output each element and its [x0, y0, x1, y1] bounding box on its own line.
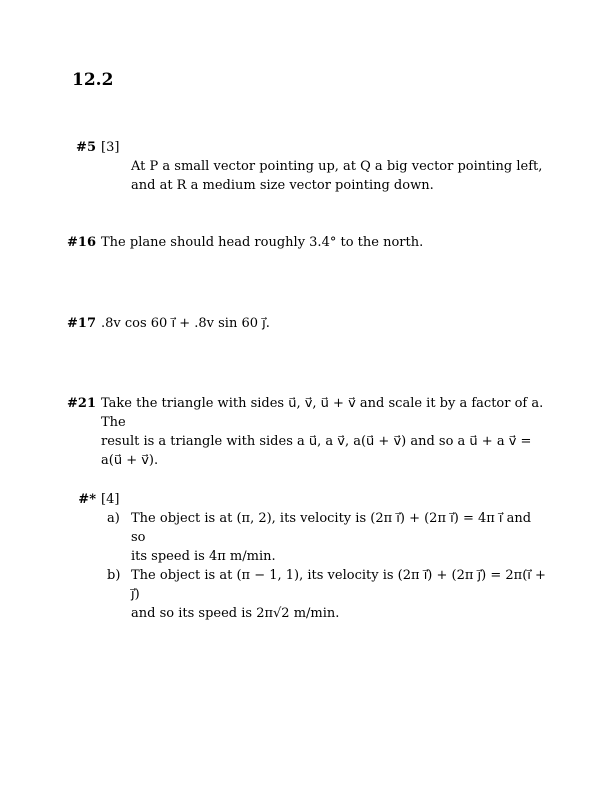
part-b [107, 566, 546, 623]
section-title: 12.2 [72, 70, 114, 90]
problem-number: #5 [76, 140, 96, 155]
part-line: The object is at (π − 1, 1), its velocity is (2π i⃗) + (2π j⃗) = 2π(i⃗ + j⃗) [131, 568, 546, 602]
problem-21 [56, 394, 546, 470]
part-line: and so its speed is 2π√2 m/min. [131, 606, 340, 621]
problem-17 [56, 314, 546, 333]
problem-line: Take the triangle with sides u⃗, v⃗, u⃗ + v⃗ and scale it by a factor of a. The [101, 396, 544, 430]
problem-line: and at R a medium size vector pointing down. [131, 178, 434, 193]
part-line: its speed is 4π m/min. [131, 549, 276, 564]
problem-line: result is a triangle with sides a u⃗, a v⃗, a(u⃗ + v⃗) and so a u⃗ + a v⃗ = a(u⃗ + v⃗). [101, 434, 532, 468]
problem-text: .8v cos 60 i⃗ + .8v sin 60 j⃗. [101, 316, 270, 331]
problem-number: #16 [67, 235, 96, 250]
problem-text: The plane should head roughly 3.4° to the north. [101, 235, 424, 250]
problem-line: At P a small vector pointing up, at Q a big vector pointing left, [131, 159, 543, 174]
problem-number: #17 [67, 316, 96, 331]
problem-number: #21 [67, 396, 96, 411]
problem-16 [56, 233, 546, 252]
part-a [107, 509, 546, 566]
problem-points: [4] [101, 492, 120, 507]
problem-5 [56, 138, 546, 195]
part-label: a) [107, 511, 120, 526]
part-label: b) [107, 568, 121, 583]
problem-points: [3] [101, 140, 120, 155]
part-line: The object is at (π, 2), its velocity is (2π i⃗) + (2π i⃗) = 4π i⃗ and so [131, 511, 532, 545]
problem-number: #* [78, 492, 96, 507]
problem-star [56, 490, 546, 623]
